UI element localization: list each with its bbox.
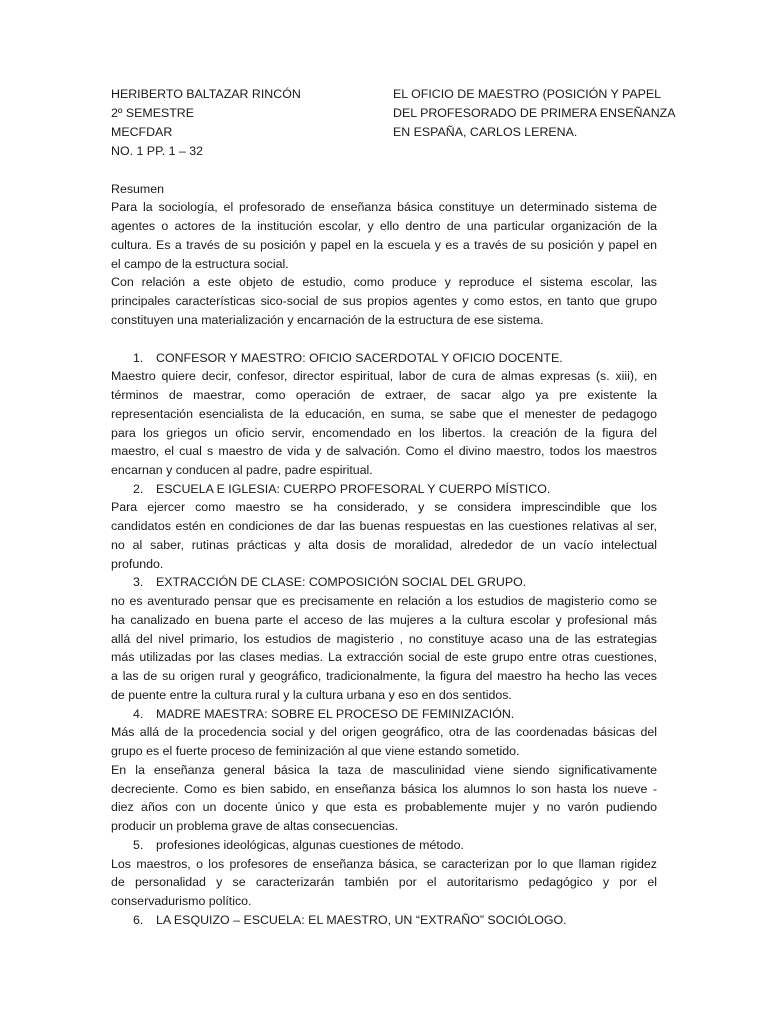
paragraph-line: En la enseñanza general básica la taza de masculinidad viene siendo significativamente <box>111 763 657 777</box>
paragraph-line: profundo. <box>111 557 164 571</box>
section-title: MADRE MAESTRA: SOBRE EL PROCESO DE FEMINIZACIÓN. <box>156 707 515 721</box>
section-number: 6. <box>133 913 144 927</box>
paragraph-line: Para la sociología, el profesorado de enseñanza básica constituye un determinado sistema de <box>111 200 657 214</box>
section-title: profesiones ideológicas, algunas cuestiones de método. <box>156 838 464 852</box>
program-code: MECFDAR <box>111 125 173 139</box>
paragraph-line: más utilizadas por las clases medias. La extracción social de este grupo entre otras cuestiones, <box>111 650 657 664</box>
issue-pages: NO. 1 PP. 1 – 32 <box>111 144 204 158</box>
resumen-heading: Resumen <box>111 182 165 196</box>
paragraph-line: términos de maestrar, como operación de extraer, de sacar algo ya pre existente la <box>111 388 657 402</box>
paragraph-line: Maestro quiere decir, confesor, director espiritual, labor de cura de almas expresas (s. xiii), en <box>111 369 657 383</box>
paragraph-line: ha canalizado en buena parte el acceso de las mujeres a la cultura escolar y profesional más <box>111 613 657 627</box>
author-name: HERIBERTO BALTAZAR RINCÓN <box>111 87 301 101</box>
paragraph-line: decreciente. Como es bien sabido, en enseñanza básica los alumnos lo son hasta los nueve - <box>111 782 657 796</box>
paragraph-line: Para ejercer como maestro se ha considerado, y se considera imprescindible que los <box>111 500 657 514</box>
paragraph-line: el campo de la estructura social. <box>111 257 289 271</box>
paragraph-line: de personalidad y se caracterizarán también por el autoritarismo pedagógico y por el <box>111 875 657 889</box>
paragraph-line: allá del nivel primario, los estudios de magisterio , no constituye acaso una de las estrategias <box>111 632 657 646</box>
paragraph-line: no es aventurado pensar que es precisamente en relación a los estudios de magisterio como se <box>111 594 657 608</box>
paragraph-line: principales características sico-social de sus propios agentes y como estos, en tanto que grupo <box>111 294 657 308</box>
section-title: LA ESQUIZO – ESCUELA: EL MAESTRO, UN “EXTRAÑO” SOCIÓLOGO. <box>156 913 567 927</box>
section-title: CONFESOR Y MAESTRO: OFICIO SACERDOTAL Y OFICIO DOCENTE. <box>156 351 563 365</box>
section-title: ESCUELA E IGLESIA: CUERPO PROFESORAL Y CUERPO MÍSTICO. <box>156 482 551 496</box>
paragraph-line: grupo es el fuerte proceso de feminización al que viene estando sometido. <box>111 744 520 758</box>
paragraph-line: conservadurismo político. <box>111 894 252 908</box>
paragraph-line: Con relación a este objeto de estudio, como produce y reproduce el sistema escolar, las <box>111 275 657 289</box>
document-title-line: EL OFICIO DE MAESTRO (POSICIÓN Y PAPEL <box>393 87 662 101</box>
section-number: 2. <box>133 482 144 496</box>
paragraph-line: constituyen una materialización y encarnación de la estructura de ese sistema. <box>111 313 544 327</box>
paragraph-line: de puente entre la cultura rural y la cultura urbana y eso en dos sentidos. <box>111 688 512 702</box>
document-title-line: DEL PROFESORADO DE PRIMERA ENSEÑANZA <box>393 106 676 120</box>
section-number: 1. <box>133 351 144 365</box>
paragraph-line: representación esencialista de la educación, en suma, se sabe que el menester de pedagogo <box>111 407 657 421</box>
paragraph-line: Los maestros, o los profesores de enseñanza básica, se caracterizan por lo que llaman rigidez <box>111 857 657 871</box>
paragraph-line: agentes o actores de la institución escolar, y ello dentro de una particular organización de la <box>111 219 657 233</box>
paragraph-line: maestro, el cual s maestro de vida y de salvación. Como el divino maestro, todos los maestros <box>111 444 657 458</box>
paragraph-line: Más allá de la procedencia social y del origen geográfico, otra de las coordenadas básicas del <box>111 725 657 739</box>
semester: 2º SEMESTRE <box>111 106 195 120</box>
paragraph-line: a las de su origen rural y geográfico, tradicionalmente, la figura del maestro ha hecho las veces <box>111 669 657 683</box>
paragraph-line: producir un problema grave de altas consecuencias. <box>111 819 399 833</box>
paragraph-line: cultura. Es a través de su posición y papel en la escuela y es a través de su posición y papel en <box>111 238 657 252</box>
paragraph-line: encarnan y conducen al padre, padre espiritual. <box>111 463 373 477</box>
document-title-line: EN ESPAÑA, CARLOS LERENA. <box>393 125 578 139</box>
section-number: 5. <box>133 838 144 852</box>
paragraph-line: no al saber, rutinas prácticas y alta dosis de moralidad, alrededor de un vacío intelectual <box>111 538 657 552</box>
paragraph-line: diez años con un docente único y que esta es probablemente mujer y no varón pudiendo <box>111 800 657 814</box>
section-title: EXTRACCIÓN DE CLASE: COMPOSICIÓN SOCIAL DEL GRUPO. <box>156 575 527 589</box>
paragraph-line: candidatos estén en condiciones de dar las buenas respuestas en las cuestiones relativas al ser, <box>111 519 657 533</box>
section-number: 3. <box>133 575 144 589</box>
section-number: 4. <box>133 707 144 721</box>
paragraph-line: para los griegos un oficio servir, encomendado en los libertos. la creación de la figura del <box>111 426 657 440</box>
